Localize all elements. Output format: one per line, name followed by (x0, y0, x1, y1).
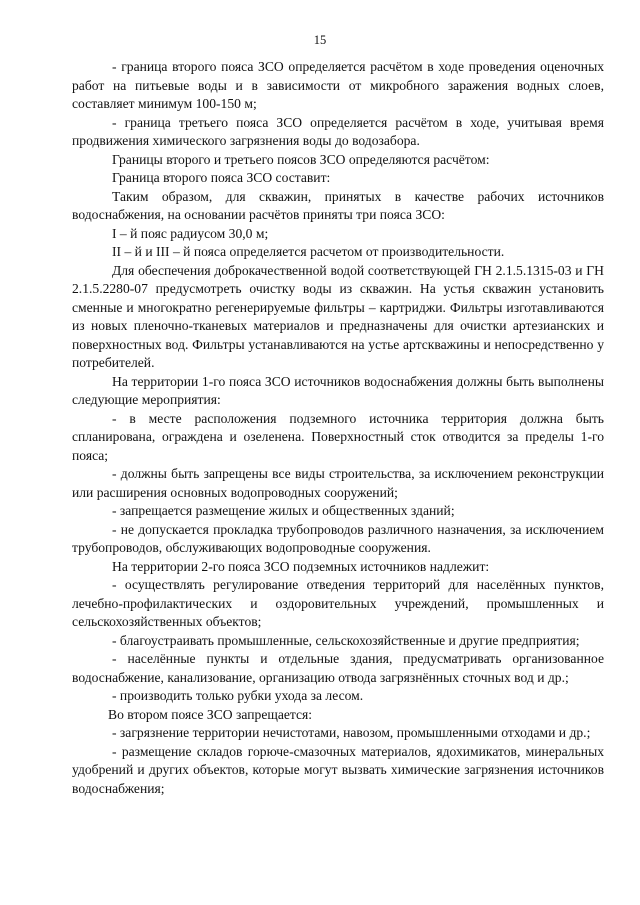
paragraph: Границы второго и третьего поясов ЗСО определяются расчётом: (112, 151, 490, 167)
paragraph: - граница третьего пояса ЗСО определяется расчётом в ходе, учитывая время продвижения химического загрязнения воды до водозабора. (72, 114, 604, 148)
paragraph: - загрязнение территории нечистотами, навозом, промышленными отходами и др.; (112, 725, 591, 740)
paragraph: Таким образом, для скважин, принятых в качестве рабочих источников водоснабжения, на основании расчётов приняты три пояса ЗСО: (72, 188, 604, 222)
paragraph: - в месте расположения подземного источника территория должна быть спланирована, ограждена и озеленена. Поверхностный сток отводится за пределы 1-го пояса; (72, 410, 604, 463)
paragraph: На территории 1-го пояса ЗСО источников водоснабжения должны быть выполнены следующие мероприятия: (72, 373, 604, 407)
paragraph: - благоустраивать промышленные, сельскохозяйственные и другие предприятия; (112, 632, 580, 648)
paragraph: II – й и III – й пояса определяется расчетом от производительности. (112, 244, 505, 259)
paragraph: На территории 2-го пояса ЗСО подземных источников надлежит: (112, 558, 490, 574)
body-text (72, 58, 604, 798)
paragraph: - населённые пункты и отдельные здания, предусматривать организованное водоснабжение, канализование, организацию отвода загрязнённых сточных вод и др.; (72, 651, 604, 685)
paragraph: - должны быть запрещены все виды строительства, за исключением реконструкции или расширения основных водопроводных сооружений; (72, 466, 604, 500)
paragraph: - граница второго пояса ЗСО определяется расчётом в ходе проведения оценочных работ на питьевые воды и в зависимости от микробного заражения водных слоев, составляет минимум 100-150 м; (72, 59, 604, 111)
paragraph: - не допускается прокладка трубопроводов различного назначения, за исключением трубопроводов, обслуживающих водопроводные сооружения. (72, 521, 604, 555)
paragraph: - производить только рубки ухода за лесом. (112, 688, 364, 703)
paragraph: Граница второго пояса ЗСО составит: (112, 170, 331, 185)
paragraph: I – й пояс радиусом 30,0 м; (112, 225, 269, 241)
paragraph: - размещение складов горюче-смазочных материалов, ядохимикатов, минеральных удобрений и других объектов, которые могут вызвать химические загрязнения источников водоснабжения; (72, 743, 604, 796)
paragraph: - осуществлять регулирование отведения территорий для населённых пунктов, лечебно-профилактических и оздоровительных учреждений, промышленных и сельскохозяйственных объектов; (72, 577, 604, 629)
page-number: 15 (313, 33, 327, 47)
paragraph: Во втором поясе ЗСО запрещается: (108, 706, 313, 722)
paragraph: - запрещается размещение жилых и общественных зданий; (112, 503, 455, 518)
paragraph: Для обеспечения доброкачественной водой соответствующей ГН 2.1.5.1315-03 и ГН 2.1.5.2280-07 предусмотреть очистку воды из скважин. На устья скважин установить сменные и многократно регенерируемые фильтры – картриджи. Фильтры изготавливаются из новых пленочно-тканевых материалов и предназначены для очистки артезианских и поверхностных вод. Фильтры устанавливаются на устье артскважины и непосредственно у потребителей. (72, 262, 604, 370)
